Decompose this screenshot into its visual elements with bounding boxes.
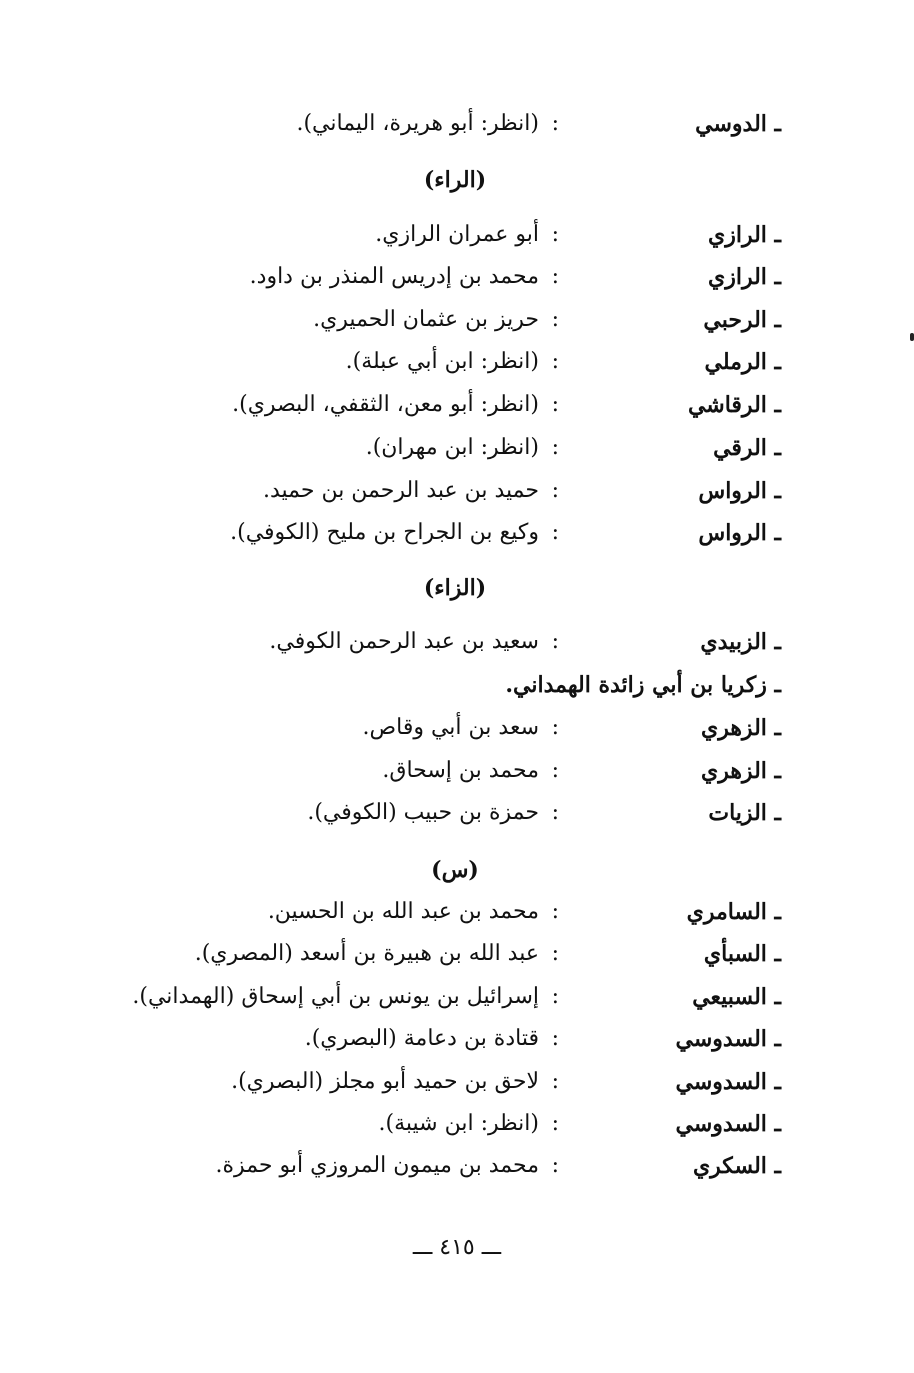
entry-row: [0, 428, 914, 468]
entry-row: [0, 1062, 914, 1102]
entry-separator: :: [551, 1153, 559, 1178]
entry-description: عبد الله بن هبيرة بن أسعد (المصري).: [194, 941, 539, 966]
entry-term: ـ الرازي: [707, 264, 781, 290]
entry-term: ـ الزيات: [708, 800, 781, 826]
entry-row: [0, 1104, 914, 1144]
section-heading-sin: (س): [431, 857, 479, 883]
entry-row: [0, 513, 914, 553]
entry-term: ـ الرقي: [713, 435, 781, 461]
entry-row: [0, 300, 914, 340]
entry-description: حريز بن عثمان الحميري.: [313, 307, 539, 332]
entry-row: [0, 1146, 914, 1186]
entry-term: ـ الزبيدي: [700, 629, 781, 655]
entry-description: (انظر: ابن مهران).: [365, 435, 539, 460]
entry-term: ـ الرحبي: [703, 307, 781, 333]
entry-separator: :: [551, 715, 559, 740]
entry-separator: :: [551, 349, 559, 374]
entry-separator: :: [551, 899, 559, 924]
entry-row: [0, 257, 914, 297]
entry-description: أبو عمران الرازي.: [375, 222, 539, 247]
entry-term: ـ السدوسي: [675, 1069, 781, 1095]
entry-row: [0, 385, 914, 425]
entry-description: محمد بن إسحاق.: [382, 758, 539, 783]
entry-separator: :: [551, 1069, 559, 1094]
entry-description: (انظر: ابن شيبة).: [378, 1111, 539, 1136]
entry-term: ـ الرواس: [698, 478, 781, 504]
entry-separator: :: [551, 1111, 559, 1136]
entry-full-line: ـ زكريا بن أبي زائدة الهمداني.: [505, 672, 781, 698]
entry-term: ـ الزهري: [700, 715, 781, 741]
entry-row: [0, 977, 914, 1017]
entry-term: ـ الزهري: [700, 758, 781, 784]
entry-description: محمد بن إدريس المنذر بن داود.: [249, 264, 539, 289]
entry-term: ـ السبأي: [703, 941, 781, 967]
entry-row: [0, 471, 914, 511]
entry-separator: :: [551, 478, 559, 503]
entry-row-full: [0, 665, 914, 705]
entry-term: ـ السدوسي: [675, 1026, 781, 1052]
entry-term: ـ السكري: [692, 1153, 781, 1179]
entry-row: [0, 1019, 914, 1059]
entry-term: ـ الدوسي: [695, 111, 781, 137]
entry-separator: :: [551, 264, 559, 289]
entry-description: (انظر: ابن أبي عبلة).: [345, 349, 539, 374]
entry-row: [0, 934, 914, 974]
entry-separator: :: [551, 111, 559, 136]
entry-description: سعد بن أبي وقاص.: [362, 715, 539, 740]
entry-description: (انظر: أبو معن، الثقفي، البصري).: [232, 392, 539, 417]
entry-term: ـ السبيعي: [692, 984, 781, 1010]
entry-description: حميد بن عبد الرحمن بن حميد.: [262, 478, 539, 503]
entry-separator: :: [551, 1026, 559, 1051]
entry-description: محمد بن عبد الله بن الحسين.: [267, 899, 539, 924]
entry-row: [0, 892, 914, 932]
entry-description: وكيع بن الجراح بن مليح (الكوفي).: [230, 520, 539, 545]
entry-row: [0, 342, 914, 382]
entry-row: [0, 751, 914, 791]
entry-description: إسرائيل بن يونس بن أبي إسحاق (الهمداني).: [132, 984, 539, 1009]
entry-row: [0, 708, 914, 748]
entry-term: ـ الرواس: [698, 520, 781, 546]
section-heading-ra: (الراء): [423, 167, 487, 193]
entry-term: ـ الرازي: [707, 222, 781, 248]
entry-separator: :: [551, 629, 559, 654]
entry-separator: :: [551, 307, 559, 332]
entry-description: (انظر: أبو هريرة، اليماني).: [296, 111, 539, 136]
entry-separator: :: [551, 435, 559, 460]
entry-separator: :: [551, 392, 559, 417]
entry-description: محمد بن ميمون المروزي أبو حمزة.: [215, 1153, 539, 1178]
entry-separator: :: [551, 984, 559, 1009]
entry-description: حمزة بن حبيب (الكوفي).: [307, 800, 539, 825]
entry-separator: :: [551, 520, 559, 545]
entry-term: ـ السدوسي: [675, 1111, 781, 1137]
entry-description: لاحق بن حميد أبو مجلز (البصري).: [231, 1069, 539, 1094]
entry-description: سعيد بن عبد الرحمن الكوفي.: [269, 629, 539, 654]
entry-row: [0, 622, 914, 662]
section-heading-zay: (الزاء): [423, 575, 487, 601]
entry-row: [0, 793, 914, 833]
scan-edge-mark: [910, 333, 914, 341]
entry-term: ـ الرملي: [704, 349, 781, 375]
entry-row: [0, 215, 914, 255]
entry-term: ـ السامري: [686, 899, 781, 925]
entry-separator: :: [551, 941, 559, 966]
entry-separator: :: [551, 222, 559, 247]
entry-separator: :: [551, 758, 559, 783]
entry-separator: :: [551, 800, 559, 825]
page-number: ـــ ٤١٥ ـــ: [412, 1235, 502, 1260]
entry-description: قتادة بن دعامة (البصري).: [304, 1026, 539, 1051]
entry-row: [0, 104, 914, 144]
entry-term: ـ الرقاشي: [687, 392, 781, 418]
